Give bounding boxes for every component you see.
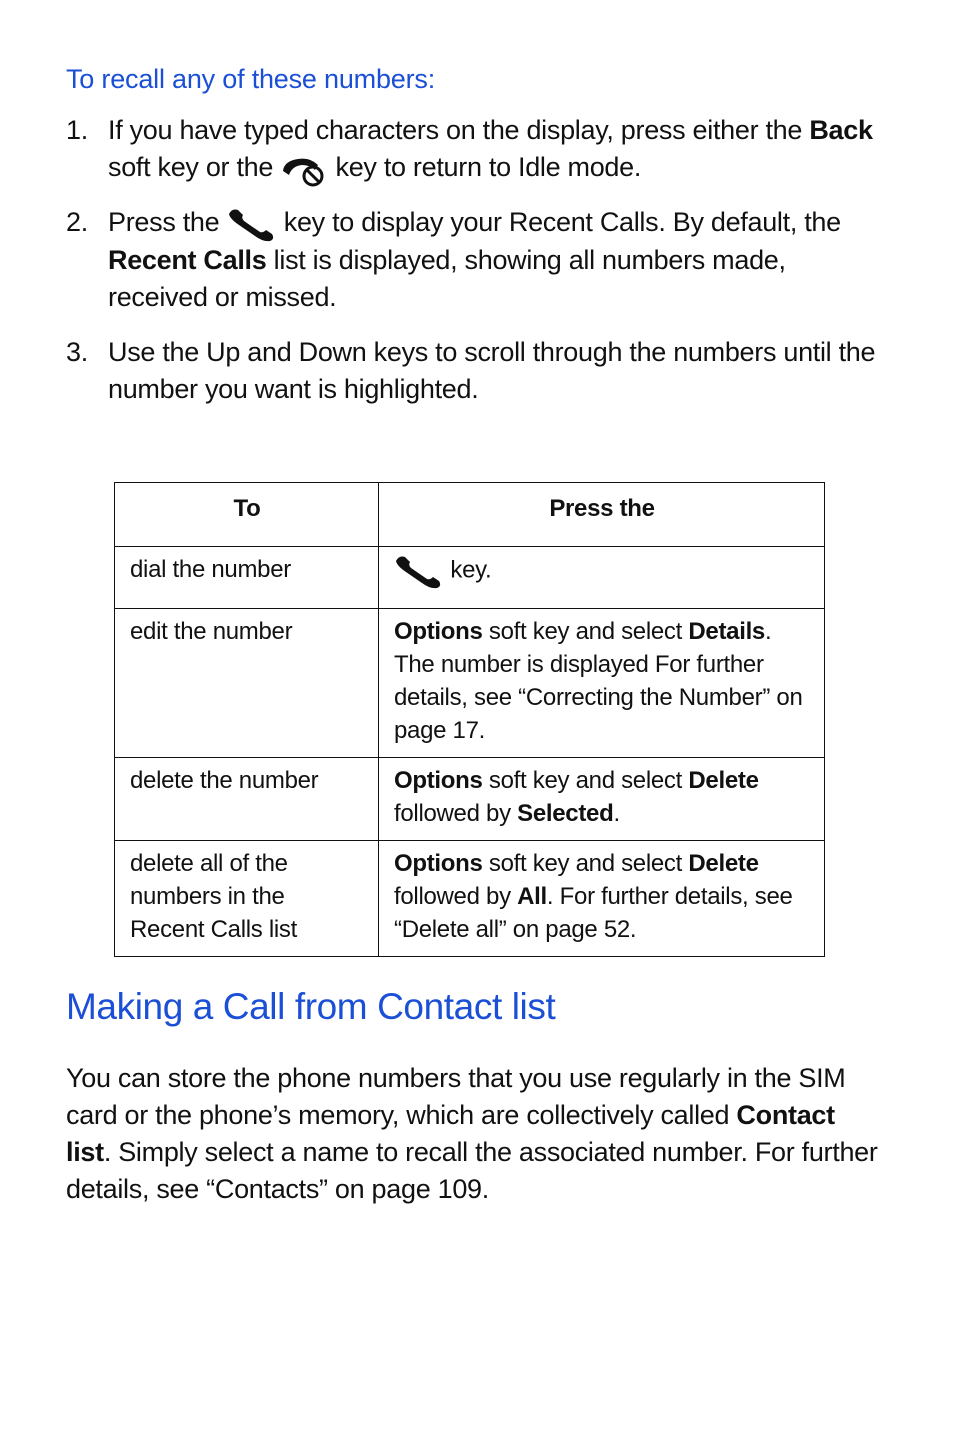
- end-call-icon: [280, 151, 328, 187]
- selected-label: Selected: [517, 800, 614, 827]
- section-title: Making a Call from Contact list: [66, 986, 556, 1027]
- paragraph-text: You can store the phone numbers that you use regularly in the SIM card or the phone’s memory, which are collectively called: [66, 1063, 846, 1130]
- step-text: Use the Up and Down keys to scroll through the numbers until the number you want is highlighted.: [108, 337, 876, 404]
- back-key-label: Back: [809, 115, 873, 145]
- table-header-row: [115, 483, 825, 547]
- step-text: soft key or the: [108, 152, 281, 182]
- details-label: Details: [688, 618, 765, 645]
- step-text: list is displayed, showing all numbers made, received or missed.: [108, 244, 786, 312]
- step-text: Press the: [108, 207, 227, 237]
- table-cell-press: [379, 841, 825, 957]
- contact-list-label: Contact list: [66, 1100, 835, 1167]
- contact-list-paragraph: [66, 1060, 886, 1208]
- table-cell-press: [379, 547, 825, 609]
- recall-subheading: To recall any of these numbers:: [66, 64, 435, 94]
- all-label: All: [517, 883, 547, 910]
- step-3: [66, 334, 886, 414]
- step-number: 2.: [66, 207, 88, 237]
- step-number: 3.: [66, 337, 88, 367]
- steps-list: [66, 112, 886, 414]
- cell-text: . For further details, see “Delete all” on page 52.: [394, 883, 793, 943]
- cell-text: soft key and select: [482, 850, 689, 877]
- column-header-to: To: [115, 483, 379, 547]
- delete-label: Delete: [688, 767, 759, 794]
- recent-calls-label: Recent Calls: [108, 244, 267, 275]
- column-header-press: Press the: [379, 483, 825, 547]
- send-call-icon: [227, 206, 277, 242]
- table-cell-to: dial the number: [115, 547, 379, 609]
- send-call-icon: [394, 553, 444, 589]
- delete-label: Delete: [688, 850, 759, 877]
- table-cell-to: delete all of the numbers in the Recent Calls list: [115, 841, 379, 957]
- options-key-label: Options: [394, 850, 483, 877]
- step-1: [66, 112, 886, 204]
- cell-text: followed by: [394, 883, 518, 910]
- step-2: [66, 204, 886, 334]
- step-text: key to return to Idle mode.: [335, 152, 642, 182]
- table-row: [115, 547, 825, 609]
- table-cell-press: [379, 758, 825, 841]
- cell-text: key.: [444, 556, 492, 584]
- options-key-label: Options: [394, 767, 483, 794]
- step-text: key to display your Recent Calls. By default, the: [283, 207, 841, 237]
- table-cell-press: [379, 609, 825, 758]
- cell-text: soft key and select: [482, 618, 689, 645]
- table-row: [115, 841, 825, 957]
- table-row: [115, 758, 825, 841]
- table-cell-to: edit the number: [115, 609, 379, 758]
- cell-text: followed by: [394, 800, 518, 827]
- cell-text: . The number is displayed For further details, see “Correcting the Number” on page 17.: [394, 618, 803, 744]
- table-cell-to: delete the number: [115, 758, 379, 841]
- options-key-label: Options: [394, 618, 483, 645]
- step-text: If you have typed characters on the display, press either the: [108, 115, 810, 145]
- step-number: 1.: [66, 115, 88, 145]
- recall-options-table: [114, 482, 825, 957]
- cell-text: soft key and select: [482, 767, 689, 794]
- paragraph-text: . Simply select a name to recall the associated number. For further details, see “Contacts” on page 109.: [66, 1137, 878, 1204]
- table-row: [115, 609, 825, 758]
- cell-text: .: [613, 800, 620, 827]
